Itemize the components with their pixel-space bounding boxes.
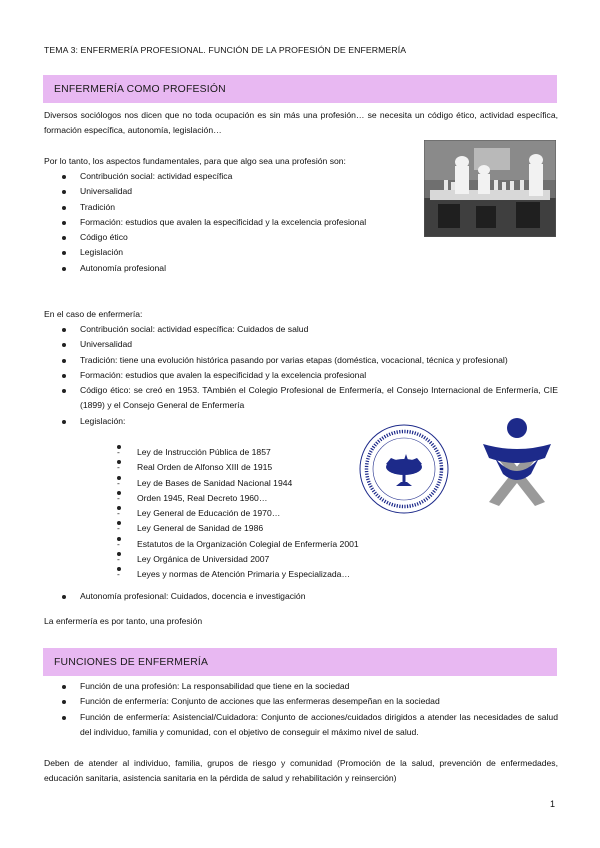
conclusion-text: La enfermería es por tanto, una profesión bbox=[44, 616, 203, 626]
list-item: - Real Orden de Alfonso XIII de 1915 bbox=[81, 460, 401, 475]
list-item: Contribución social: actividad específica: Cuidados de salud bbox=[44, 322, 558, 337]
list-item: - Ley General de Sanidad de 1986 bbox=[81, 521, 401, 536]
list-item: - Ley de Instrucción Pública de 1857 bbox=[81, 445, 401, 460]
section-heading-functions bbox=[43, 648, 557, 676]
list-item: Formación: estudios que avalen la especificidad y la excelencia profesional bbox=[44, 215, 414, 230]
section-heading-profession bbox=[43, 75, 557, 103]
list-item: Función de enfermería: Conjunto de acciones que las enfermeras desempeñan en la sociedad bbox=[44, 694, 558, 709]
legislation-list bbox=[81, 445, 401, 583]
functions-list bbox=[44, 679, 558, 740]
cie-seal-logo bbox=[355, 420, 453, 518]
list-item: - Estatutos de la Organización Colegial de Enfermería 2001 bbox=[81, 537, 401, 552]
consejo-general-logo bbox=[475, 414, 559, 506]
aspects-list bbox=[44, 169, 414, 276]
list-item: Legislación bbox=[44, 245, 414, 260]
list-item: - Ley de Bases de Sanidad Nacional 1944 bbox=[81, 476, 401, 491]
list-item: Autonomía profesional: Cuidados, docencia e investigación bbox=[44, 589, 558, 604]
closing-paragraph: Deben de atender al individuo, familia, grupos de riesgo y comunidad (Promoción de la salud, prevención de enfermedades, educación sanitaria, asistencia sanitaria en la pérdida de salud y rehabilitación y reinserción) bbox=[44, 758, 558, 784]
document-title: TEMA 3: ENFERMERÍA PROFESIONAL. FUNCIÓN DE LA PROFESIÓN DE ENFERMERÍA bbox=[44, 45, 407, 55]
list-item: Universalidad bbox=[44, 337, 558, 352]
intro-paragraph: Diversos sociólogos nos dicen que no toda ocupación es sin más una profesión… se necesita un código ético, actividad específica, formación específica, autonomía, legislación… bbox=[44, 110, 558, 136]
list-item: Tradición bbox=[44, 200, 414, 215]
list-item: - Leyes y normas de Atención Primaria y Especializada… bbox=[81, 567, 401, 582]
list-item: Código ético bbox=[44, 230, 414, 245]
nursing-lead: En el caso de enfermería: bbox=[44, 309, 143, 319]
section-heading-label: FUNCIONES DE ENFERMERÍA bbox=[54, 657, 209, 668]
section-heading-label: ENFERMERÍA COMO PROFESIÓN bbox=[54, 84, 226, 95]
page-number: 1 bbox=[550, 799, 556, 809]
aspects-lead: Por lo tanto, los aspectos fundamentales, para que algo sea una profesión son: bbox=[44, 156, 346, 166]
list-item: Formación: estudios que avalen la especificidad y la excelencia profesional bbox=[44, 368, 558, 383]
historic-nurses-photo bbox=[424, 140, 556, 237]
list-item: Contribución social: actividad específica bbox=[44, 169, 414, 184]
list-item: Legislación: bbox=[44, 414, 558, 429]
list-item: Universalidad bbox=[44, 184, 414, 199]
list-item: Código ético: se creó en 1953. TAmbién el Colegio Profesional de Enfermería, el Consejo Internacional de Enfermería, CIE (1899) y el Consejo General de Enfermería bbox=[44, 383, 558, 414]
list-item: - Ley General de Educación de 1970… bbox=[81, 506, 401, 521]
list-item: Autonomía profesional bbox=[44, 261, 414, 276]
autonomy-list bbox=[44, 589, 558, 604]
list-item: Función de una profesión: La responsabilidad que tiene en la sociedad bbox=[44, 679, 558, 694]
list-item: - Orden 1945, Real Decreto 1960… bbox=[81, 491, 401, 506]
list-item: - Ley Orgánica de Universidad 2007 bbox=[81, 552, 401, 567]
list-item: Función de enfermería: Asistencial/Cuidadora: Conjunto de acciones/cuidados dirigidos a atender las necesidades de salud del individuo, familia y comunidad, con el objetivo de conseguir el máximo nivel de salud. bbox=[44, 710, 558, 741]
list-item: Tradición: tiene una evolución histórica pasando por varias etapas (doméstica, vocacional, técnica y profesional) bbox=[44, 353, 558, 368]
